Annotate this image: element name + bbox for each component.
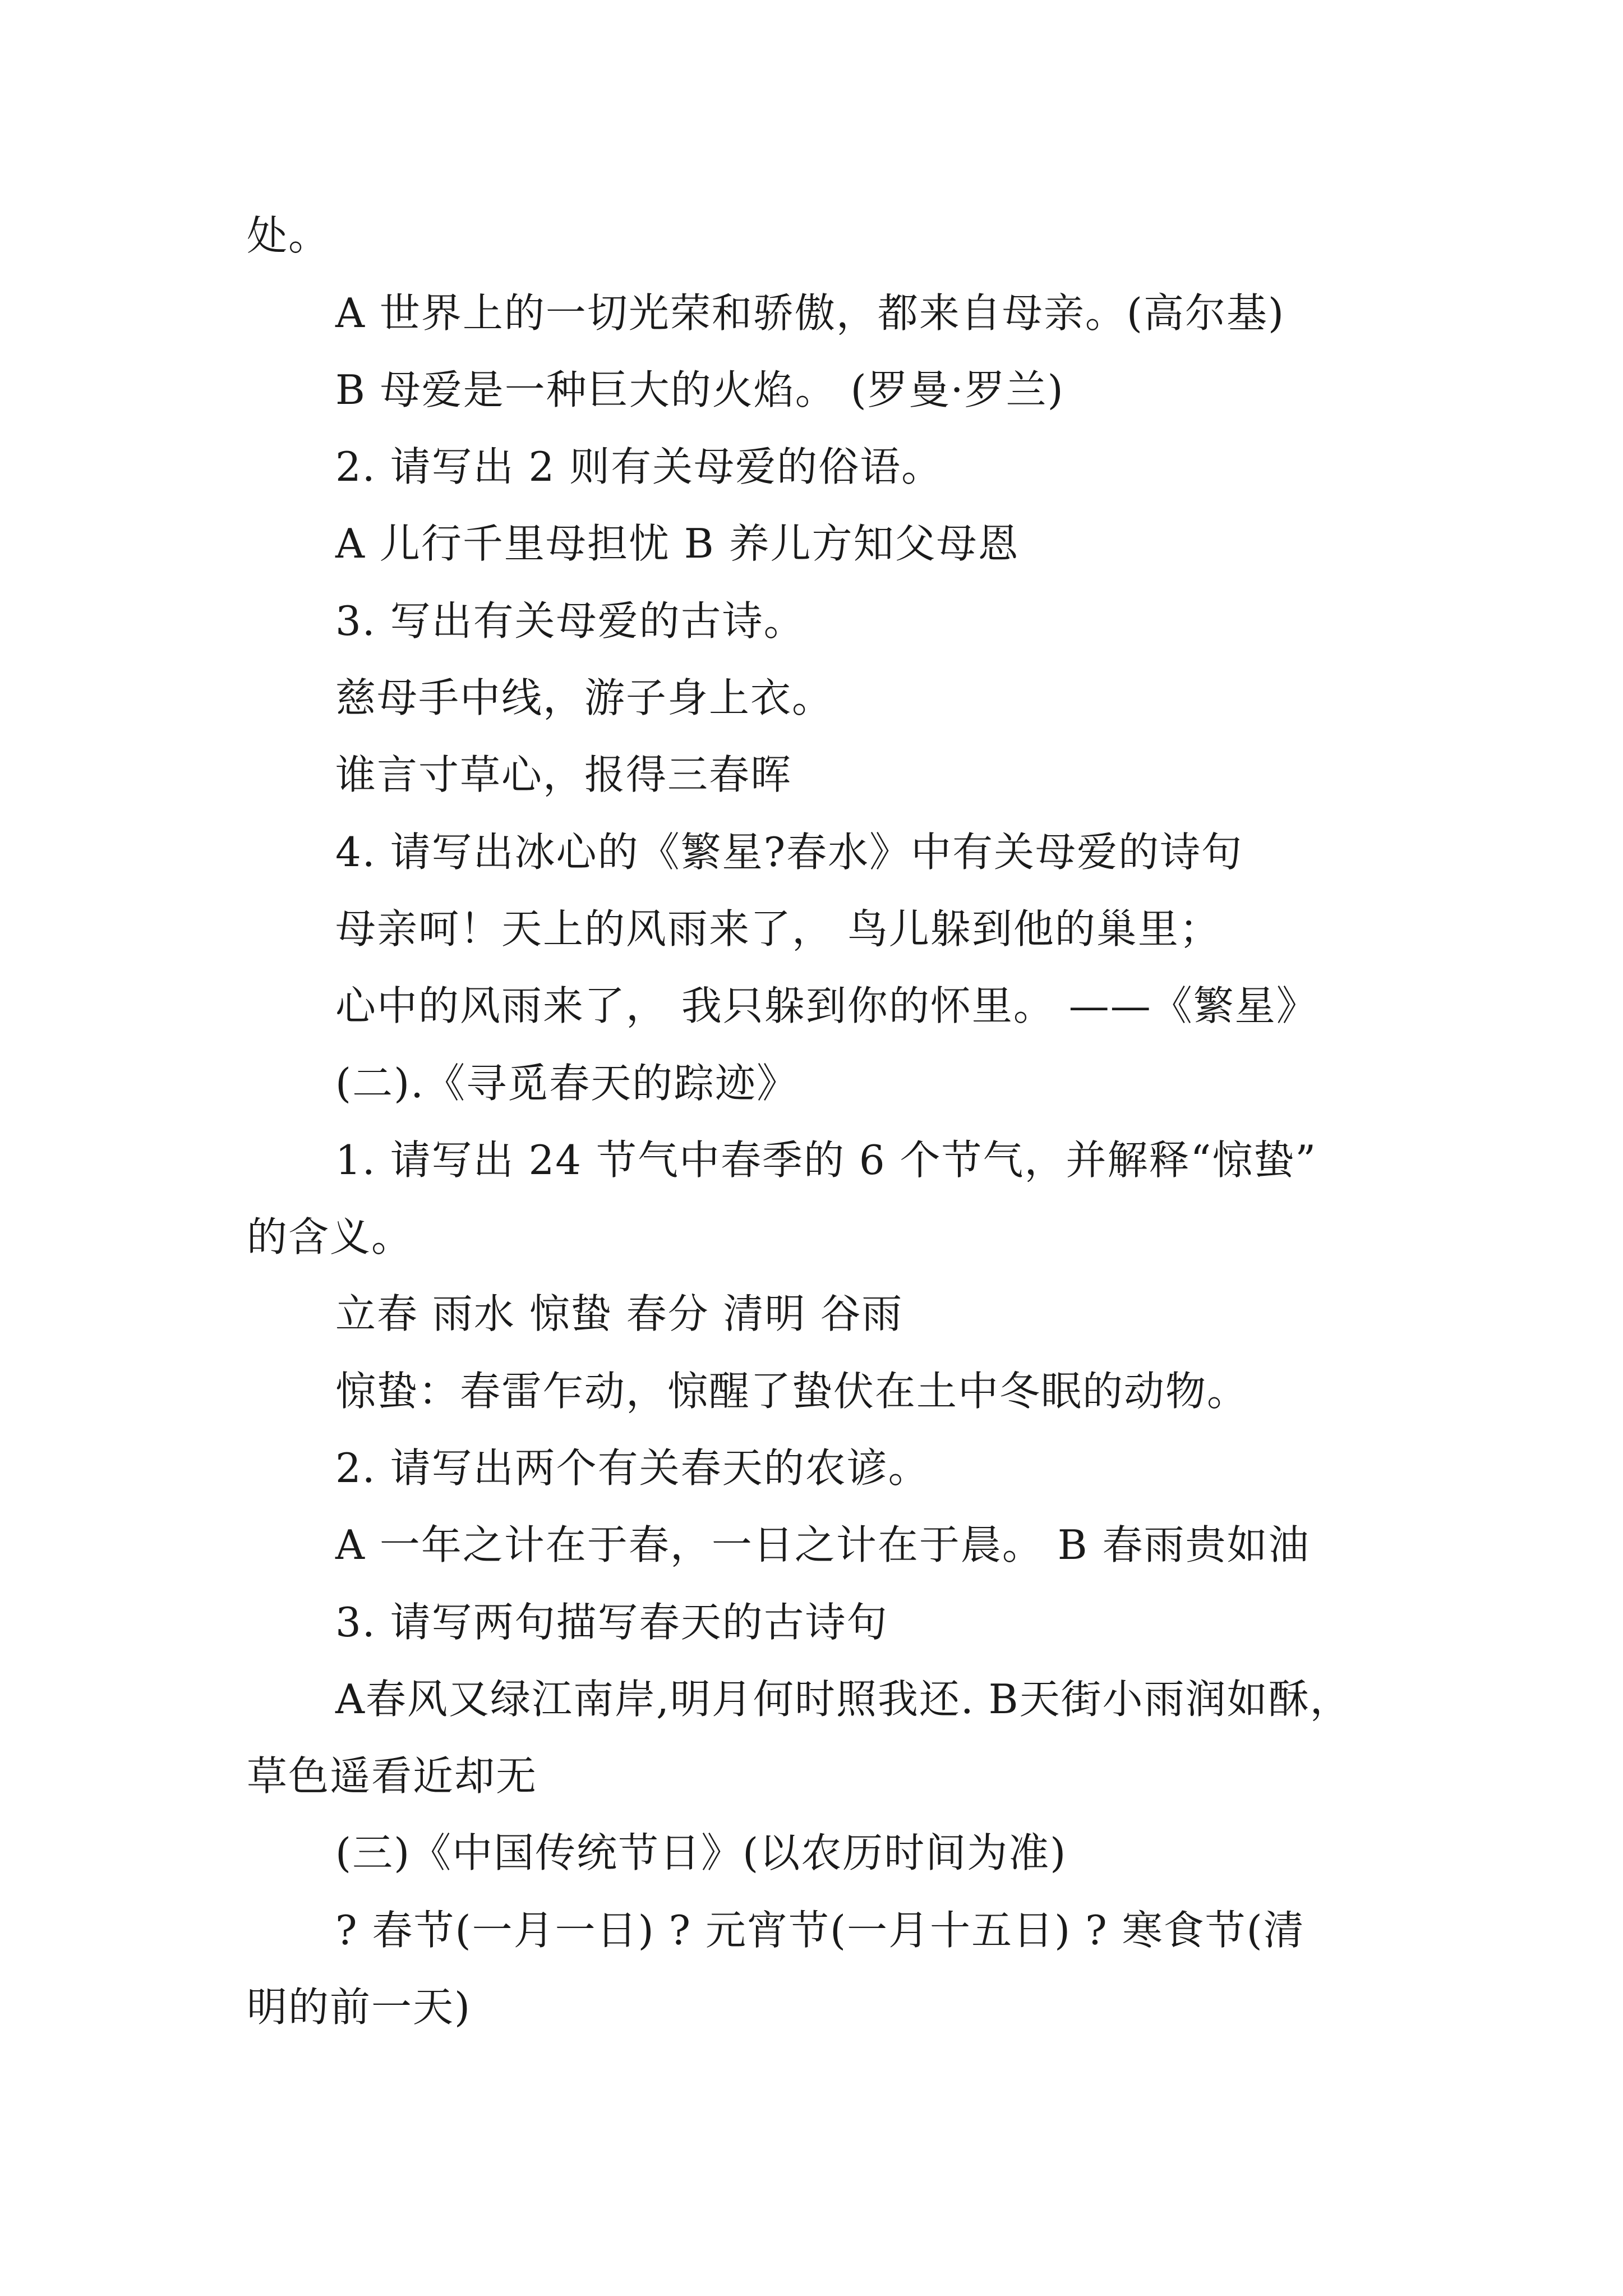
text-line: A 世界上的一切光荣和骄傲，都来自母亲。(高尔基) bbox=[335, 289, 1285, 337]
text-line: 慈母手中线，游子身上衣。 bbox=[335, 674, 834, 721]
text-line: B 母爱是一种巨大的火焰。 (罗曼·罗兰) bbox=[335, 366, 1064, 413]
text-line: 2. 请写出两个有关春天的农谚。 bbox=[335, 1444, 930, 1492]
text-line: (三)《中国传统节日》(以农历时间为准) bbox=[335, 1829, 1067, 1876]
text-line: A春风又绿江南岸,明月何时照我还. B天街小雨润如酥， bbox=[335, 1676, 1352, 1723]
text-line: A 儿行千里母担忧 B 养儿方知父母恩 bbox=[335, 520, 1020, 567]
text-line: 谁言寸草心，报得三春晖 bbox=[335, 751, 792, 798]
text-line: 惊蛰：春雷乍动，惊醒了蛰伏在土中冬眠的动物。 bbox=[335, 1368, 1249, 1415]
text-line: A 一年之计在于春，一日之计在于晨。 B 春雨贵如油 bbox=[335, 1521, 1310, 1568]
text-line: (二).《寻觅春天的踪迹》 bbox=[335, 1060, 799, 1107]
text-line: ? 春节(一月一日) ? 元宵节(一月十五日) ? 寒食节(清 bbox=[335, 1907, 1305, 1954]
text-line: 草色遥看近却无 bbox=[247, 1752, 538, 1800]
text-line: 4. 请写出冰心的《繁星?春水》中有关母爱的诗句 bbox=[335, 829, 1243, 876]
text-line: 明的前一天) bbox=[247, 1984, 472, 2031]
text-line: 处。 bbox=[247, 212, 330, 259]
text-line: 心中的风雨来了， 我只躲到你的怀里。 ——《繁星》 bbox=[335, 982, 1318, 1029]
text-line: 的含义。 bbox=[247, 1213, 413, 1260]
text-line: 1. 请写出 24 节气中春季的 6 个节气，并解释“惊蛰” bbox=[335, 1137, 1317, 1184]
text-line: 立春 雨水 惊蛰 春分 清明 谷雨 bbox=[335, 1290, 903, 1337]
text-line: 母亲呵！天上的风雨来了， 鸟儿躲到他的巢里； bbox=[335, 905, 1221, 953]
text-line: 3. 写出有关母爱的古诗。 bbox=[335, 597, 805, 645]
text-line: 2. 请写出 2 则有关母爱的俗语。 bbox=[335, 443, 943, 490]
text-line: 3. 请写两句描写春天的古诗句 bbox=[335, 1599, 888, 1646]
